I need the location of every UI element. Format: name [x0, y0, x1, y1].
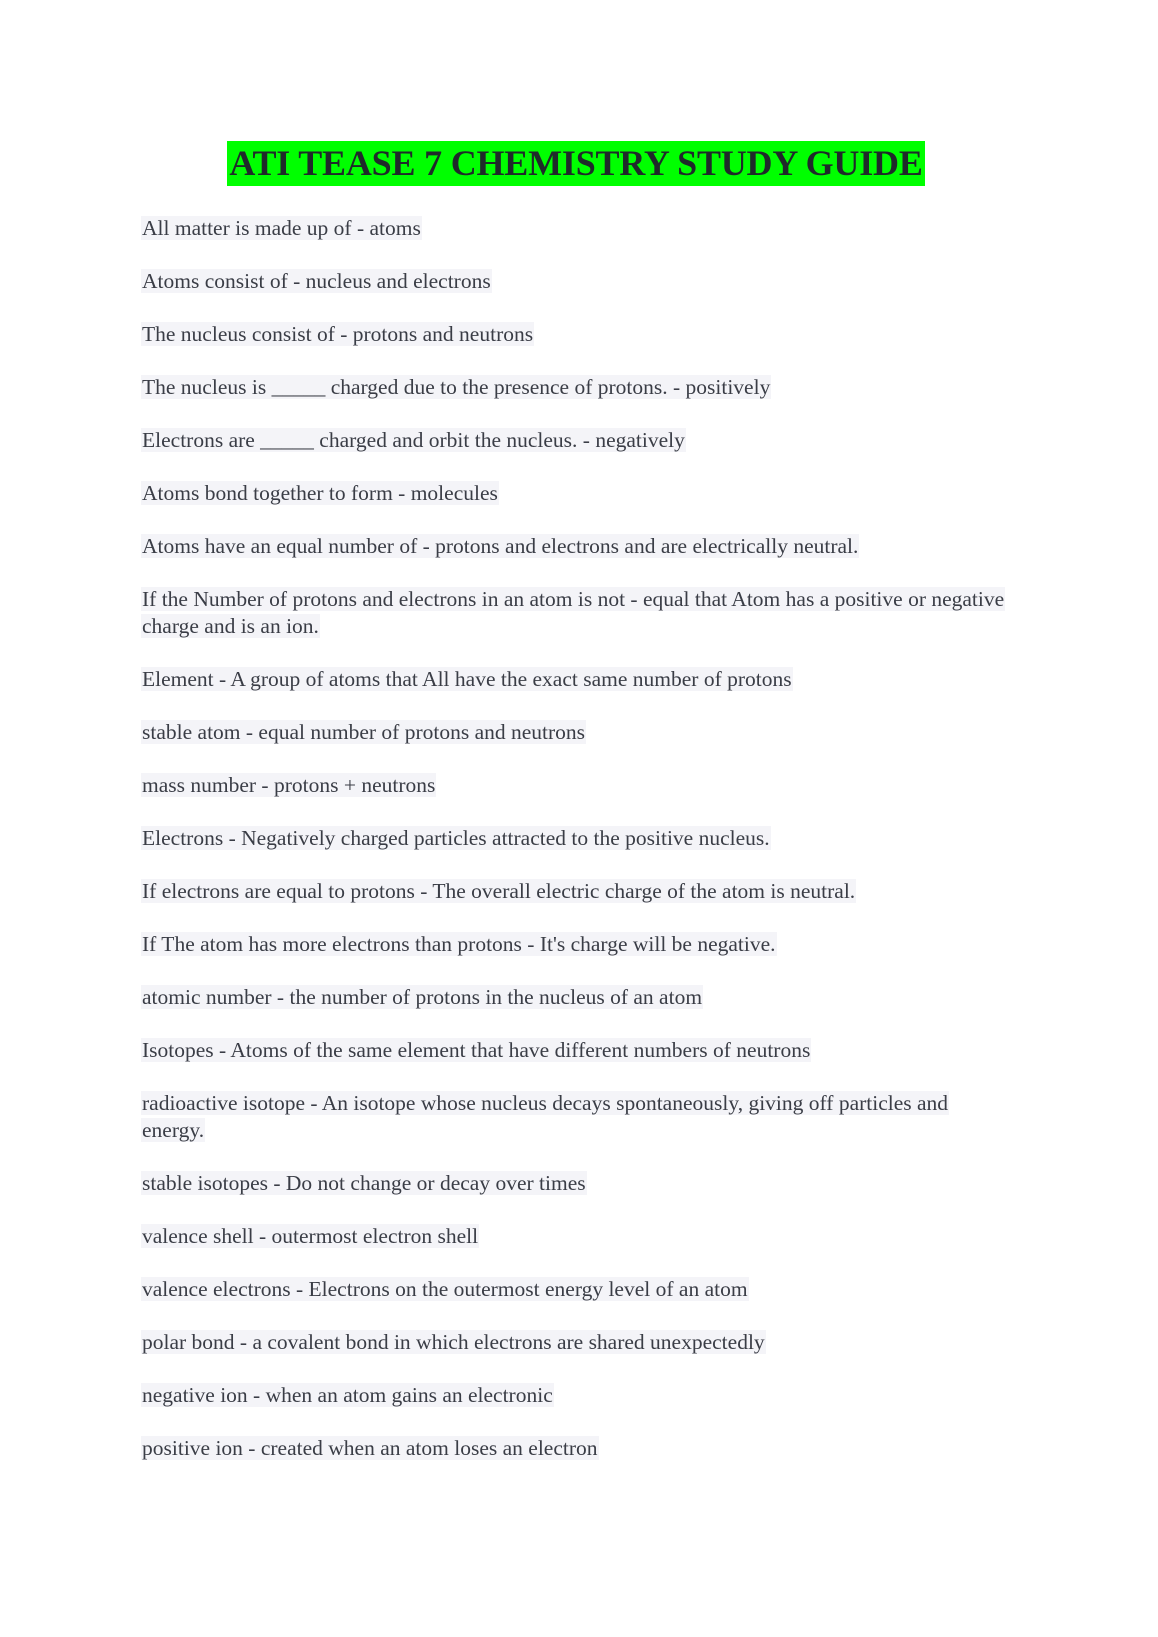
entry-text: If electrons are equal to protons - The overall electric charge of the atom is neutral. — [142, 879, 856, 903]
entry-text: The nucleus is _____ charged due to the presence of protons. - positively — [142, 375, 771, 399]
list-item — [141, 1223, 1011, 1250]
entry-text: stable atom - equal number of protons and neutrons — [142, 720, 586, 744]
list-item — [141, 825, 1011, 852]
page-title: ATI TEASE 7 CHEMISTRY STUDY GUIDE — [227, 141, 924, 186]
list-item — [141, 931, 1011, 958]
list-item — [141, 666, 1011, 693]
entry-text: Atoms have an equal number of - protons and electrons and are electrically neutral. — [142, 534, 859, 558]
list-item — [141, 1090, 1011, 1144]
entry-text: polar bond - a covalent bond in which electrons are shared unexpectedly — [142, 1330, 765, 1354]
study-guide-list — [141, 215, 1011, 1488]
list-item — [141, 374, 1011, 401]
entry-text: valence electrons - Electrons on the outermost energy level of an atom — [142, 1277, 748, 1301]
list-item — [141, 268, 1011, 295]
list-item — [141, 1276, 1011, 1303]
list-item — [141, 586, 1011, 640]
entry-text: atomic number - the number of protons in the nucleus of an atom — [142, 985, 703, 1009]
entry-text: If the Number of protons and electrons in an atom is not - equal that Atom has a positive or negative charge and is an ion. — [142, 587, 1005, 638]
list-item — [141, 215, 1011, 242]
list-item — [141, 1382, 1011, 1409]
list-item — [141, 321, 1011, 348]
list-item — [141, 772, 1011, 799]
list-item — [141, 878, 1011, 905]
list-item — [141, 1037, 1011, 1064]
list-item — [141, 1329, 1011, 1356]
entry-text: stable isotopes - Do not change or decay over times — [142, 1171, 586, 1195]
entry-text: All matter is made up of - atoms — [142, 216, 421, 240]
list-item — [141, 719, 1011, 746]
entry-text: negative ion - when an atom gains an electronic — [142, 1383, 553, 1407]
entry-text: positive ion - created when an atom loses an electron — [142, 1436, 598, 1460]
entry-text: radioactive isotope - An isotope whose nucleus decays spontaneously, giving off particles and energy. — [142, 1091, 949, 1142]
list-item — [141, 984, 1011, 1011]
entry-text: valence shell - outermost electron shell — [142, 1224, 479, 1248]
entry-text: Element - A group of atoms that All have the exact same number of protons — [142, 667, 792, 691]
entry-text: Electrons - Negatively charged particles attracted to the positive nucleus. — [142, 826, 770, 850]
entry-text: Atoms bond together to form - molecules — [142, 481, 498, 505]
entry-text: Atoms consist of - nucleus and electrons — [142, 269, 491, 293]
list-item — [141, 480, 1011, 507]
entry-text: mass number - protons + neutrons — [142, 773, 436, 797]
entry-text: If The atom has more electrons than protons - It's charge will be negative. — [142, 932, 776, 956]
title-block — [0, 141, 1158, 186]
list-item — [141, 1435, 1011, 1462]
entry-text: Isotopes - Atoms of the same element that have different numbers of neutrons — [142, 1038, 811, 1062]
list-item — [141, 427, 1011, 454]
list-item — [141, 1170, 1011, 1197]
entry-text: Electrons are _____ charged and orbit the nucleus. - negatively — [142, 428, 685, 452]
list-item — [141, 533, 1011, 560]
entry-text: The nucleus consist of - protons and neutrons — [142, 322, 534, 346]
